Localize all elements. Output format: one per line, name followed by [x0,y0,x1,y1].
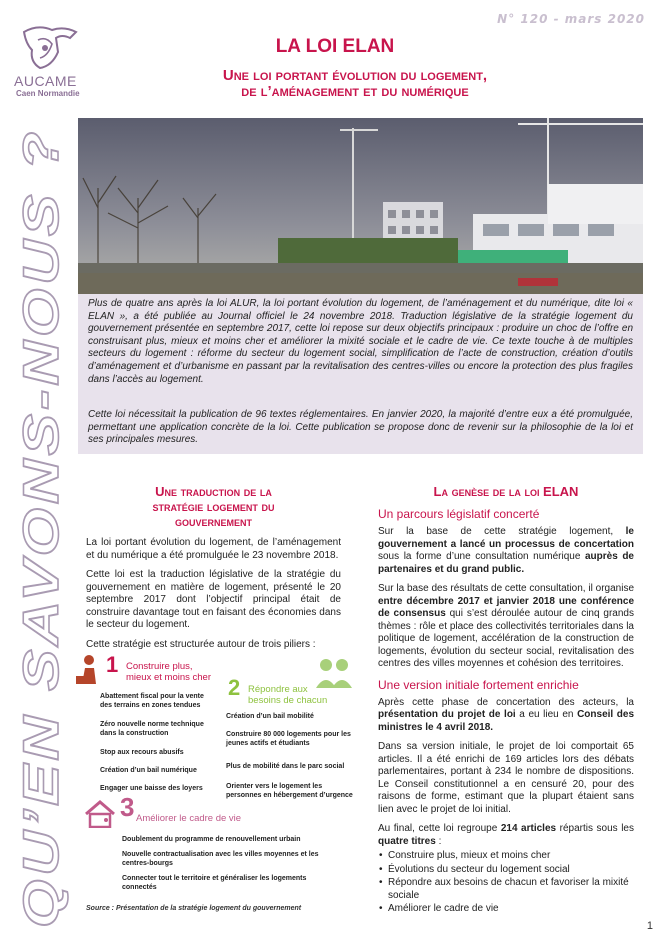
pillar-1-title-line-1: Construire plus, [126,661,193,672]
page-subtitle [120,68,590,100]
pillar-1-item: Stop aux recours abusifs [100,749,184,756]
right-column [378,484,634,917]
right-p5-part-b: 214 articles [500,823,557,834]
intro-paragraph-1: Plus de quatre ans après la loi ALUR, la loi portant évolution du logement, de l’aménagement et du numérique, dite loi « ELAN », a été publiée au Journal officiel le 24 novembre 2018. Traduction législative de la stratégie logement du gouvernement présentée en septembre 2017, cette loi repose sur deux objectifs principaux : produire un choc de l’offre en construisant plus, mieux et moins cher et améliorer la mixité sociale et le cadre de vie. Ce texte touche à de multiples secteurs du logement : réforme du secteur du logement social, simplification de l’acte de construction, création d’outils d’aménagement et d’urbanisme en passant par la revitalisation des centres-villes ou encore la protection des plus fragiles dans l’accès au logement. [88,298,633,385]
right-heading: La genèse de la loi ELAN [433,484,579,499]
logo-subtitle: Caen Normandie [16,89,80,98]
pillar-2-title [248,684,327,706]
pillar-1-item: Engager une baisse des loyers [100,785,203,792]
right-p1-part-c: sous la forme d’une consultation numérique [378,551,585,562]
pillar-2-item: Construire 80 000 logements pour les jeunes actifs et étudiants [226,731,351,747]
pillar-3-number: 3 [120,792,135,822]
pillar-2-item: Orienter vers le logement les personnes en hébergement d’urgence [226,783,353,799]
left-heading [86,484,341,529]
pillar-2-number: 2 [228,675,241,700]
pillar-3-title: Améliorer le cadre de vie [136,813,242,824]
subtitle-line-1: Une loi portant évolution du logement, [222,67,488,84]
pillar-1-number: 1 [106,652,119,677]
pillar-1-item: Abattement fiscal pour la vente des terrains en zones tendues [100,693,204,709]
right-p3-part-c: a eu lieu en [515,709,578,720]
page-title: LA LOI ELAN [275,36,395,57]
right-subheading-2: Une version initiale fortement enrichie [378,677,579,692]
pillar-1-title [126,661,211,683]
intro-box [78,294,643,454]
right-paragraph-1 [378,526,634,576]
right-p5-part-c: répartis sous les [556,823,634,834]
logo-name: AUCAME [14,73,77,89]
aucame-logo [14,22,86,104]
pillar-2-item: Plus de mobilité dans le parc social [226,763,345,770]
left-heading-line-1: Une traduction de la [155,484,272,499]
pillar-3-item: Doublement du programme de renouvellement urbain [122,836,301,843]
right-p3-part-b: présentation du projet de loi [378,709,516,720]
right-paragraph-5 [378,823,634,848]
subtitle-line-2: de l’aménagement et du numérique [241,83,469,100]
pillar-1-item: Zéro nouvelle norme technique dans la construction [100,721,204,737]
left-paragraph-2: Cette loi est la traduction législative de la stratégie du gouvernement en matière de logement, présenté le 20 septembre 2017 dont l’objectif principal était de construire davantage tout en faisant des économies dans le secteur du logement. [86,569,341,630]
pillar-2-title-line-1: Répondre aux [248,684,308,695]
right-p2-part-c: qui s’est déroulée autour de cinq grands thèmes : rôle et place des collectivités territoriales dans la politique de logement, accélération de la construction de logements, évolution du secteur social, revitalisation des centres des villes moyennes et cohésion des territoires. [378,608,634,669]
issue-number: N° 120 - mars 2020 [497,12,645,26]
pillar-1-title-line-2: mieux et moins cher [126,672,212,683]
list-item: • Améliorer le cadre de vie [388,903,634,916]
pillar-1-item: Création d’un bail numérique [100,767,197,774]
pillar-3-item: Nouvelle contractualisation avec les villes moyennes et les centres-bourgs [122,851,319,867]
diagram-source: Source : Présentation de la stratégie logement du gouvernement [86,905,302,912]
left-column [86,484,341,651]
right-p1-part-a: Sur la base de cette stratégie logement, [378,526,626,537]
construction-site-photo [78,118,643,294]
right-p5-part-a: Au final, cette loi regroupe [378,823,501,834]
right-p1-part-d: auprès de partenaires et du grand public. [378,551,634,575]
sidebar-title-text: QU’EN SAVONS-NOUS ? [13,285,69,928]
pillar-3-item: Connecter tout le territoire et généraliser les logements connectés [122,875,307,891]
right-p2-part-a: Sur la base des résultats de cette consultation, il organise [378,583,634,594]
list-item: • Construire plus, mieux et moins cher [388,850,634,863]
titles-list [378,850,634,916]
left-paragraph-3: Cette stratégie est structurée autour de trois piliers : [86,638,316,650]
right-p3-part-a: Après cette phase de concertation des acteurs, la [378,696,634,708]
right-subheading-1: Un parcours législatif concerté [378,507,540,521]
right-p5-part-d: quatre titres [378,835,436,847]
right-p2-part-b: entre décembre 2017 et janvier 2018 une conférence de consensus [378,595,634,619]
right-p5-part-e: : [435,835,442,847]
page-number: 1 [646,920,653,932]
right-paragraph-3 [378,697,634,735]
left-heading-line-3: gouvernement [174,514,252,529]
right-paragraph-2 [378,583,634,671]
list-item: • Évolutions du secteur du logement social [388,864,634,877]
intro-paragraph-2: Cette loi nécessitait la publication de 96 textes réglementaires. En janvier 2020, la majorité d’entre eux a été promulguée, permettant une application concrète de la loi. Cette publication se propose donc de revenir sur la philosophie de la loi et ses principales mesures. [88,409,633,446]
list-item: • Répondre aux besoins de chacun et favoriser la mixité sociale [388,877,634,902]
right-p1-part-b: le gouvernement a lancé un processus de concertation [378,526,634,550]
pillar-2-item: Création d’un bail mobilité [226,713,314,720]
pillar-2-title-line-2: besoins de chacun [248,695,328,706]
house-icon [84,800,116,828]
logo-emblem-icon [18,22,80,74]
worker-icon [74,654,104,686]
left-heading-line-2: stratégie logement du [152,499,275,514]
sidebar-vertical-title [0,120,78,935]
right-p3-part-d: Conseil des ministres le 4 avril 2018. [378,709,635,733]
right-paragraph-4: Dans sa version initiale, le projet de loi comportait 65 articles. Il a été enrichi de 169 articles lors des débats parlementaires, portant à 234 le nombre de dispositions. Le Conseil constitutionnel a en censuré 20, pour des raisons de forme, estimant que la plupart étaient sans lien avec le projet de loi initial. [378,741,634,815]
left-paragraph-1: La loi portant évolution du logement, de l’aménagement et du numérique a été promulguée le 23 novembre 2018. [86,537,341,561]
